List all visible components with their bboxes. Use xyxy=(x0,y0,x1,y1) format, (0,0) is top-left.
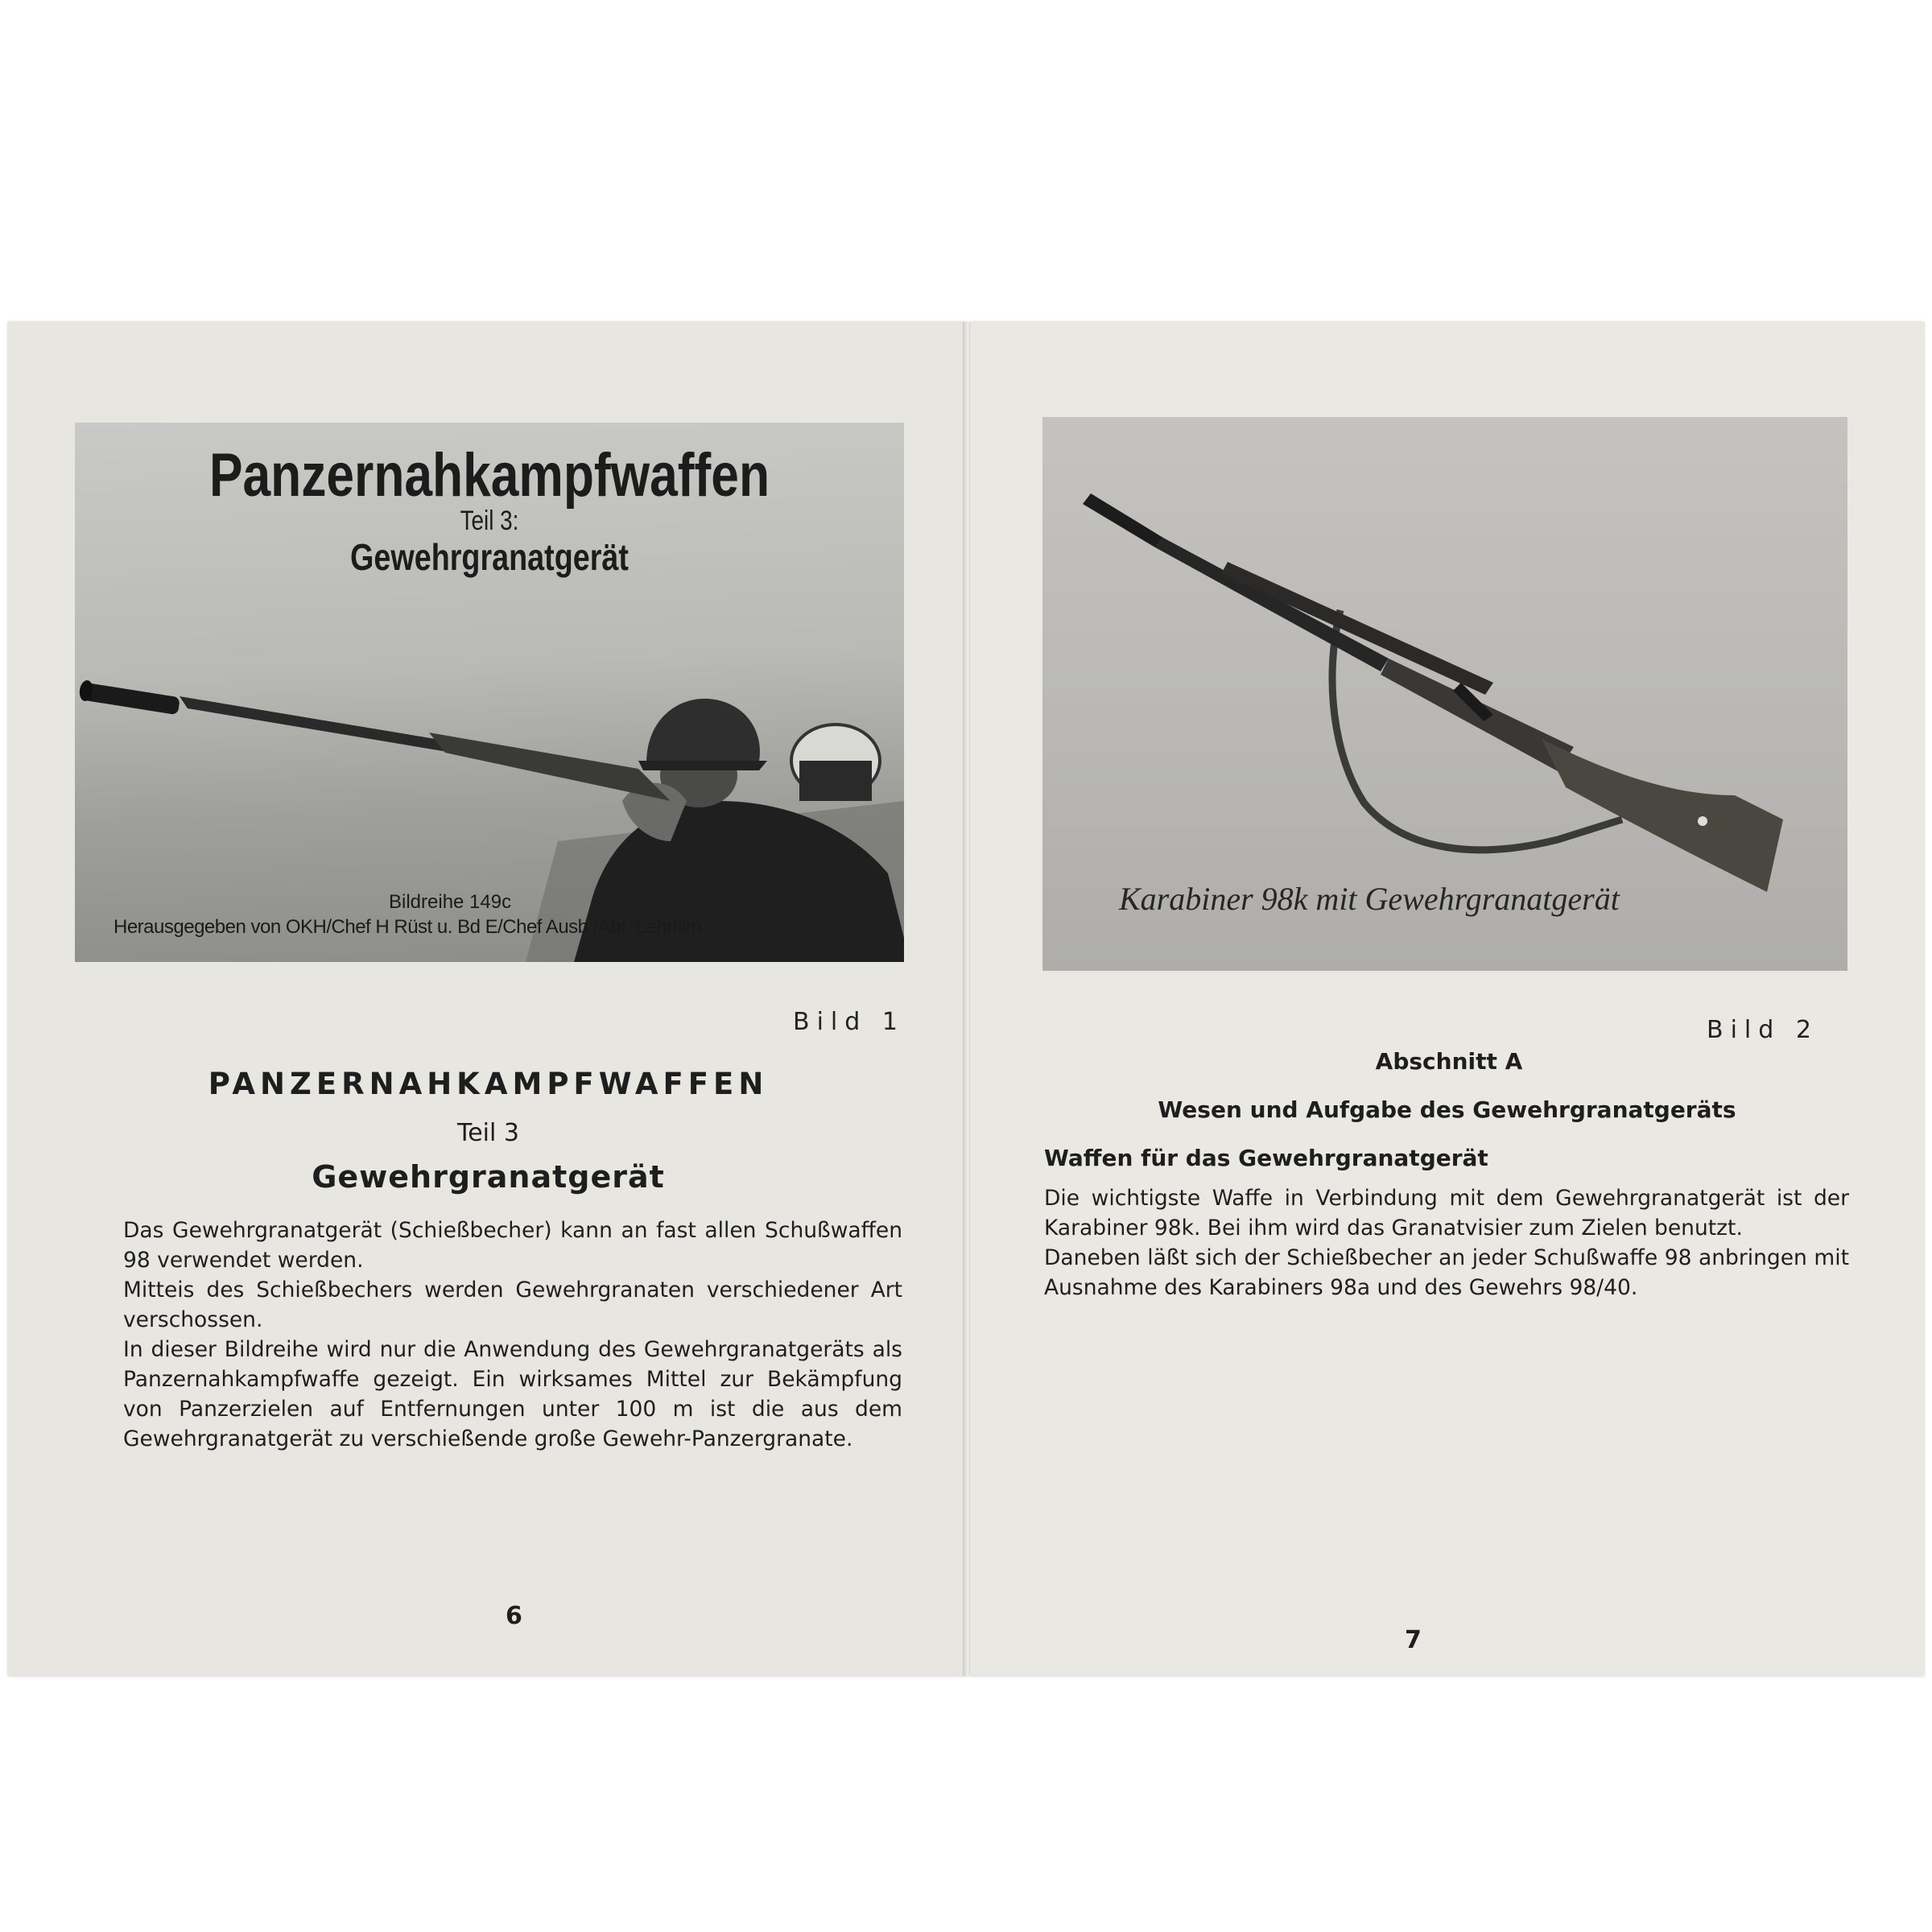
body-text xyxy=(1044,1183,1849,1302)
section-title: Wesen und Aufgabe des Gewehrgranatgeräts xyxy=(1158,1096,1736,1123)
photo-teil: Teil 3: xyxy=(460,506,519,536)
page-number: 6 xyxy=(506,1602,522,1630)
part-label: Teil 3 xyxy=(457,1119,519,1147)
photo-publisher: Herausgegeben von OKH/Chef H Rüst u. Bd E/Chef Ausb./Abt. Lehrfilm xyxy=(114,916,702,938)
section-subheading: Gewehrgranatgerät xyxy=(312,1159,665,1195)
photo-caption: Karabiner 98k mit Gewehrgranatgerät xyxy=(1119,881,1620,917)
photo-subtitle: Gewehrgranatgerät xyxy=(350,536,629,578)
photo-series: Bildreihe 149c xyxy=(389,891,512,913)
photo-title: Panzernahkampfwaffen xyxy=(208,441,770,510)
paragraph: In dieser Bildreihe wird nur die Anwendung des Gewehrgranatgeräts als Panzernahkampfwaffe gezeigt. Ein wirksames Mittel zur Bekämpfung von Panzerzielen auf Entfernungen unter 100 m ist die aus dem Gewehrgranatgerät zu verschießende große Gewehr-Panzergranate. xyxy=(123,1337,902,1451)
page-number: 7 xyxy=(1405,1626,1422,1654)
section-heading: PANZERNAHKAMPFWAFFEN xyxy=(208,1067,769,1101)
paragraph: Die wichtigste Waffe in Verbindung mit dem Gewehrgranatgerät ist der Karabiner 98k. Bei ihm wird das Granatvisier zum Zielen benutzt. xyxy=(1044,1186,1849,1241)
body-text xyxy=(123,1216,902,1454)
subsection-heading: Waffen für das Gewehrgranatgerät xyxy=(1044,1145,1488,1171)
paragraph: Daneben läßt sich der Schießbecher an jeder Schußwaffe 98 anbringen mit Ausnahme des Karabiners 98a und des Gewehrs 98/40. xyxy=(1044,1245,1849,1300)
paragraph: Mitteis des Schießbechers werden Gewehrgranaten verschiedener Art verschossen. xyxy=(123,1278,902,1332)
section-label: Abschnitt A xyxy=(1375,1048,1523,1075)
right-page xyxy=(970,322,1924,1676)
left-page xyxy=(8,322,968,1676)
figure-label: Bild 2 xyxy=(1707,1016,1818,1044)
figure-label: Bild 1 xyxy=(793,1008,905,1036)
paragraph: Das Gewehrgranatgerät (Schießbecher) kann an fast allen Schußwaffen 98 verwendet werden. xyxy=(123,1218,902,1273)
rifle-photo xyxy=(1042,417,1847,971)
soldier-photo xyxy=(75,423,904,962)
